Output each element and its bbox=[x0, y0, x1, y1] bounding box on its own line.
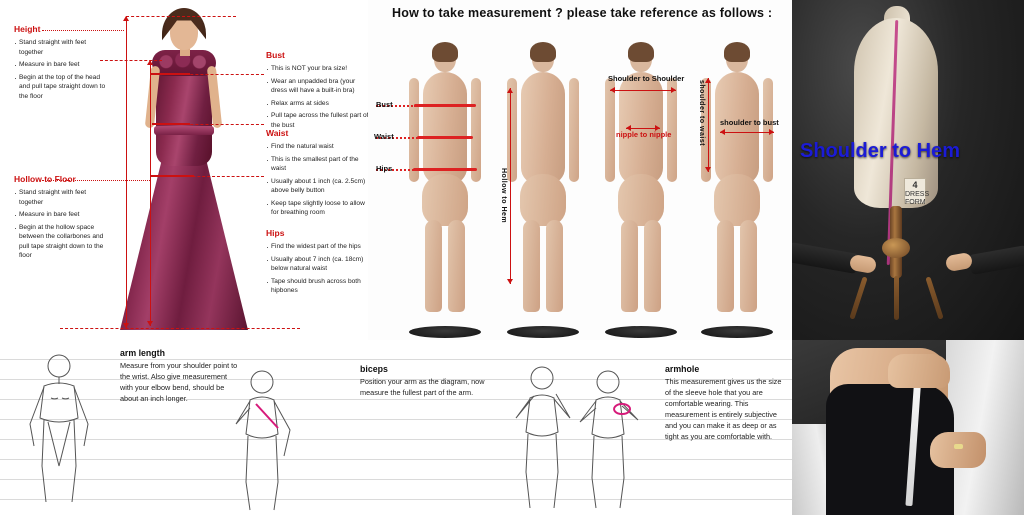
dress-form-knob bbox=[882, 238, 910, 258]
note-height-item: · Measure in bare feet bbox=[14, 60, 110, 70]
label-bust: Bust bbox=[376, 100, 393, 109]
waist-tape-line bbox=[152, 123, 190, 125]
note-bust-item: · This is NOT your bra size! bbox=[266, 64, 369, 74]
note-bust-title: Bust bbox=[266, 50, 285, 60]
how-to-measure-title: How to take measurement ? please take reference as follows : bbox=[392, 6, 773, 20]
note-hips-item: · Usually about 7 inch (ca. 18cm) below natural waist bbox=[266, 255, 369, 274]
note-biceps-text: Position your arm as the diagram, now measure the fullest part of the arm. bbox=[360, 377, 485, 397]
label-hips: Hips bbox=[376, 164, 393, 173]
note-hips-title: Hips bbox=[266, 228, 285, 238]
dress-form-size-tag bbox=[904, 178, 930, 206]
height-top-guide bbox=[126, 16, 236, 18]
upper-hand bbox=[888, 354, 950, 388]
shoulder-to-shoulder-arrow bbox=[610, 90, 676, 91]
note-bust-item: · Wear an unpadded bra (your dress will have a built-in bra) bbox=[266, 77, 369, 96]
note-bust-item: · Relax arms at sides bbox=[266, 99, 369, 109]
hips-tape-line bbox=[150, 175, 194, 177]
size-tag-number: 4 bbox=[912, 180, 918, 190]
how-to-measure-panel bbox=[368, 0, 793, 340]
hips-tape bbox=[413, 168, 477, 171]
armhole-photo bbox=[792, 340, 1024, 515]
note-waist-item: · Usually about 1 inch (ca. 2.5cm) above belly button bbox=[266, 177, 369, 196]
bottom-notes-band bbox=[0, 340, 1024, 515]
mannequin-base bbox=[701, 326, 773, 338]
shoulder-to-waist-arrow bbox=[708, 78, 709, 172]
note-waist-title: Waist bbox=[266, 128, 289, 138]
bust-tape bbox=[414, 104, 476, 107]
label-waist: Waist bbox=[374, 132, 394, 141]
note-waist-item: · Keep tape slightly loose to allow for breathing room bbox=[266, 199, 369, 218]
note-hollow-item: · Measure in bare feet bbox=[14, 210, 110, 220]
shoulder-to-hem-caption: Shoulder to Hem bbox=[800, 140, 961, 162]
note-hips-item: · Find the widest part of the hips bbox=[266, 242, 369, 252]
note-height-item: · Begin at the top of the head and pull tape straight down to the floor bbox=[14, 73, 110, 102]
nipple-to-nipple-arrow bbox=[626, 128, 660, 129]
note-height-title: Height bbox=[14, 24, 41, 34]
note-hips bbox=[266, 228, 369, 299]
waist-tape bbox=[417, 136, 473, 139]
note-hollow-title: Hollow to Floor bbox=[14, 174, 76, 184]
mannequin-base bbox=[507, 326, 579, 338]
note-bust-item: · Pull tape across the fullest part of the bust bbox=[266, 111, 369, 130]
sketch-biceps-arm bbox=[566, 362, 652, 512]
note-armhole-title: armhole bbox=[665, 364, 700, 374]
shoulder-to-bust-arrow bbox=[720, 132, 774, 133]
height-arrow bbox=[126, 16, 127, 328]
label-nipple-to-nipple: nipple to nipple bbox=[616, 130, 672, 139]
note-waist-item: · Find the natural waist bbox=[266, 142, 369, 152]
dress-form-photo bbox=[792, 0, 1024, 340]
note-hips-item: · Tape should brush across both hipbones bbox=[266, 277, 369, 296]
label-hollow-to-hem: Hollow to Hem bbox=[500, 168, 507, 224]
lower-hand bbox=[930, 432, 986, 468]
gown-waist-sash bbox=[154, 126, 214, 135]
mannequin-base bbox=[409, 326, 481, 338]
gown-measurement-panel bbox=[0, 0, 369, 340]
note-arm-length-text: Measure from your shoulder point to the wrist. Also give measurement with your elbow bend, should be about an inch longer. bbox=[120, 361, 238, 403]
note-biceps-title: biceps bbox=[360, 364, 388, 374]
mannequin-bust-waist-hips bbox=[398, 42, 492, 332]
note-hollow-item: · Begin at the hollow space between the collarbones and pull tape straight down to the floor bbox=[14, 223, 110, 261]
size-tag-text: DRESS FORM bbox=[905, 190, 930, 206]
gown-skirt bbox=[120, 158, 248, 330]
note-arm-length-title: arm length bbox=[120, 348, 165, 358]
label-shoulder-to-shoulder: Shoulder to Shoulder bbox=[608, 74, 685, 83]
white-shirt-right bbox=[946, 340, 1024, 515]
note-waist-item: · This is the smallest part of the waist bbox=[266, 155, 369, 174]
mannequin-shoulder-to-shoulder bbox=[594, 42, 688, 332]
hollow-to-hem-arrow bbox=[510, 88, 511, 284]
mannequin-base bbox=[605, 326, 677, 338]
label-shoulder-to-bust: shoulder to bust bbox=[720, 118, 779, 127]
note-biceps bbox=[360, 364, 488, 399]
dress-form-legs bbox=[856, 276, 938, 322]
hollow-to-floor-arrow bbox=[150, 60, 151, 326]
note-bust bbox=[266, 50, 369, 133]
bust-tape-line bbox=[150, 73, 190, 75]
note-arm-length bbox=[120, 348, 240, 405]
note-height-item: · Stand straight with feet together bbox=[14, 38, 110, 57]
label-shoulder-to-waist: shoulder to waist bbox=[698, 80, 705, 147]
note-hollow-to-floor bbox=[14, 174, 110, 264]
sketch-arm-length-front bbox=[14, 346, 104, 506]
note-armhole bbox=[665, 364, 787, 443]
height-bottom-guide bbox=[60, 328, 300, 330]
gown-model-illustration bbox=[118, 8, 250, 330]
note-hollow-item: · Stand straight with feet together bbox=[14, 188, 110, 207]
note-waist bbox=[266, 128, 369, 221]
note-armhole-text: This measurement gives us the size of the sleeve hole that you are comfortable wearing. This measurement is entirely subjective and you can make it as deep or as tight as you are comfortable with. bbox=[665, 377, 782, 441]
ring bbox=[954, 444, 963, 449]
note-height bbox=[14, 24, 110, 104]
